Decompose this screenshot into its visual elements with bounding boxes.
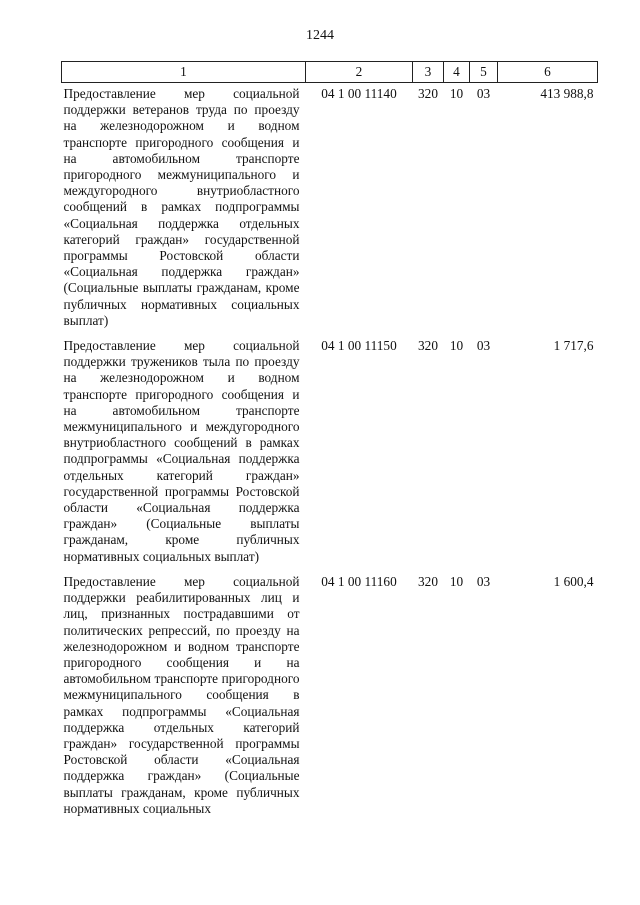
table-row (62, 569, 598, 821)
header-col-4: 4 (444, 62, 470, 83)
table-row (62, 333, 598, 569)
header-col-1: 1 (62, 62, 306, 83)
header-col-6: 6 (498, 62, 598, 83)
row-col-3: 320 (418, 86, 438, 101)
row-amount: 1 600,4 (553, 573, 594, 589)
row-description: Предоставление мер социальной поддержки реабилитированных лиц и лиц, признанных пострадавшими от политических репрессий, по проезду на железнодорожном и водном транспорте пригородного сообщения и на автомобильном транспорте пригородного межмуниципального сообщения в рамках подпрограммы «Социальная поддержка отдельных категорий граждан» государственной программы Ростовской области «Социальная поддержка граждан» (Социальные выплаты гражданам, кроме публичных нормативных социальных (63, 573, 300, 816)
row-col-5: 03 (476, 338, 491, 354)
table-row (62, 83, 598, 334)
row-description: Предоставление мер социальной поддержки тружеников тыла по проезду на железнодорожном и водном транспорте пригородного сообщения и на автомобильном транспорте межмуниципального и междугородного внутриобластного сообщений в рамках подпрограммы «Социальная поддержка отдельных категорий граждан» государственной программы Ростовской области «Социальная поддержка граждан» (Социальные выплаты гражданам, кроме публичных нормативных социальных выплат) (63, 338, 300, 564)
row-code: 04 1 00 11150 (321, 338, 397, 354)
table-header (62, 62, 598, 83)
row-code: 04 1 00 11160 (321, 573, 397, 589)
page-number: 1244 (306, 28, 334, 43)
row-code: 04 1 00 11140 (321, 86, 397, 101)
header-col-3: 3 (413, 62, 444, 83)
header-col-2: 2 (306, 62, 413, 83)
budget-table (61, 61, 598, 821)
row-col-4: 10 (449, 86, 464, 101)
row-description: Предоставление мер социальной поддержки ветеранов труда по проезду на железнодорожном и водном транспорте пригородного сообщения и на автомобильном транспорте пригородного межмуниципального и междугородного внутриобластного сообщений в рамках подпрограммы «Социальная поддержка отдельных категорий граждан» государственной программы Ростовской области «Социальная поддержка граждан» (Социальные выплаты гражданам, кроме публичных нормативных социальных выплат) (63, 86, 300, 328)
row-col-5: 03 (476, 86, 491, 101)
table-body (62, 83, 598, 821)
row-amount: 413 988,8 (540, 86, 594, 101)
row-amount: 1 717,6 (553, 338, 594, 354)
header-row (62, 62, 598, 83)
row-col-5: 03 (476, 573, 491, 589)
row-col-4: 10 (449, 573, 464, 589)
row-col-4: 10 (449, 338, 464, 354)
header-col-5: 5 (470, 62, 498, 83)
row-col-3: 320 (418, 573, 438, 589)
row-col-3: 320 (418, 338, 438, 354)
